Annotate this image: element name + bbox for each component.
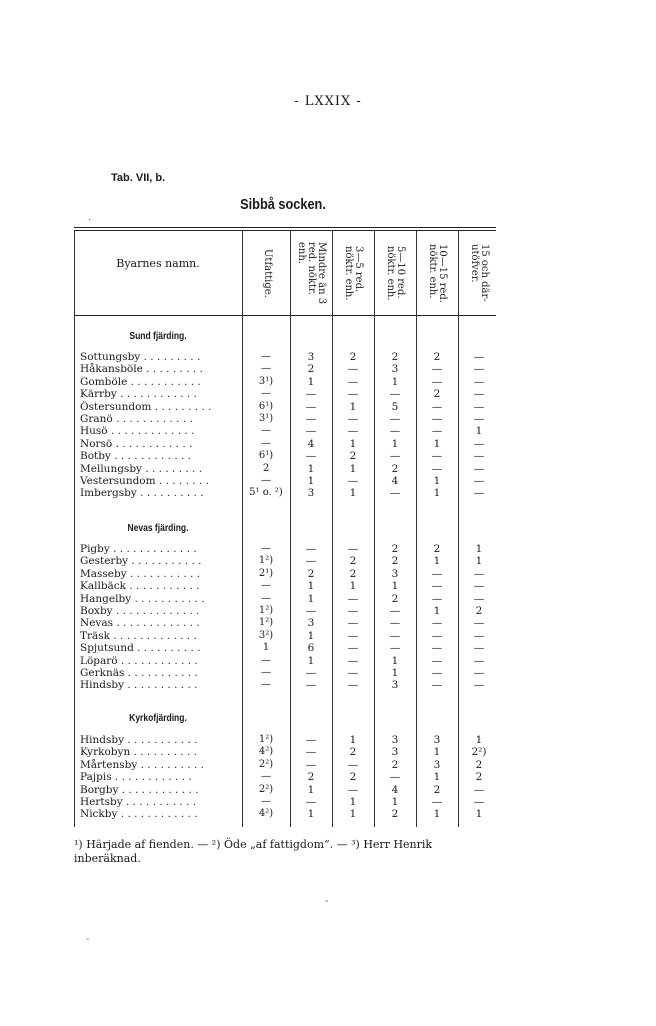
table-cell: 1 [307, 629, 315, 642]
table-cell: — [261, 475, 271, 486]
table-cell: 1 [349, 808, 357, 821]
table-cell: 1 [349, 462, 357, 475]
table-cell: 1 [433, 487, 441, 500]
table-cell: — [305, 746, 317, 759]
table-cell: — [305, 796, 317, 808]
column-header-15-plus [458, 235, 500, 311]
table-cell: — [347, 388, 359, 401]
table-cell: 1²) [258, 617, 274, 629]
table-row [74, 413, 496, 425]
village-name: Granö . . . . . . . . . . . . [80, 413, 193, 425]
table-cell: — [473, 400, 485, 413]
table-cell: 3 [433, 734, 441, 746]
village-name: Mellungsby . . . . . . . . . [80, 462, 203, 475]
column-header-label: 3—5 red. nöktr. enh. [343, 245, 364, 301]
table-cell: 2 [307, 363, 315, 376]
table-cell: — [473, 475, 485, 487]
table-cell: 1 [475, 543, 483, 555]
table-row [74, 667, 496, 679]
table-cell: 2 [349, 351, 357, 363]
table-cell: — [347, 425, 359, 438]
village-name: Norsö . . . . . . . . . . . . [80, 437, 193, 450]
table-cell: 3 [391, 746, 399, 759]
table-cell: — [431, 567, 443, 580]
table-cell: — [473, 413, 485, 425]
table-cell: 2¹) [258, 567, 274, 579]
table-cell: — [473, 796, 485, 808]
table-cell: 1 [307, 475, 315, 487]
table-cell: — [261, 363, 271, 375]
village-name: Hindsby . . . . . . . . . . . [80, 679, 198, 692]
table-cell: 1 [433, 475, 441, 487]
table-cell: 1 [349, 580, 357, 593]
village-name: Pajpis . . . . . . . . . . . . [80, 771, 192, 784]
table-cell: 3 [391, 734, 399, 746]
table-cell: — [431, 413, 443, 425]
table-row [74, 555, 496, 567]
table-cell: — [431, 462, 443, 475]
table-cell: — [389, 617, 401, 630]
table-row [74, 796, 496, 808]
table-cell: — [389, 425, 401, 438]
table-row [74, 580, 496, 592]
table-cell: 4²) [258, 746, 274, 758]
table-cell: — [473, 617, 485, 630]
footnote: ¹) Härjade af fienden. — ²) Öde „af fattigdom“. — ³) Herr Henrik inberäknad. [74, 838, 433, 865]
table-cell: — [347, 475, 359, 487]
table-cell: 2 [391, 555, 399, 568]
table-cell: — [347, 629, 359, 642]
village-name: Östersundom . . . . . . . . . [80, 400, 212, 413]
table-cell: — [347, 413, 359, 425]
table-cell: 4 [391, 783, 399, 796]
village-name: Håkansböle . . . . . . . . . [80, 363, 203, 376]
village-name: Kallbäck . . . . . . . . . . . [80, 580, 200, 593]
column-header-label: Mindre än 3 red. nöktr. enh. [296, 241, 327, 305]
table-cell: — [431, 667, 443, 679]
table-cell: — [473, 375, 485, 388]
table-cell: — [261, 543, 271, 554]
table-cell: 2 [475, 758, 483, 771]
print-speck: - [325, 896, 329, 907]
table-cell: — [389, 450, 401, 463]
table-cell: — [305, 400, 317, 413]
table-cell: — [473, 567, 485, 580]
table-cell: 3 [433, 758, 441, 771]
village-name: Botby . . . . . . . . . . . . [80, 450, 192, 463]
table-cell: 1 [307, 783, 315, 796]
table-cell: — [473, 388, 485, 401]
table-cell: — [347, 642, 359, 655]
table-cell: 2 [475, 771, 483, 784]
table-cell: — [305, 605, 317, 617]
table-cell: — [473, 437, 485, 450]
table-cell: 1 [307, 375, 315, 388]
table-cell: 2 [433, 351, 441, 363]
table-cell: — [431, 363, 443, 376]
table-cell: 2 [307, 567, 315, 580]
table-cell: 2 [349, 555, 357, 568]
table-cell: — [431, 617, 443, 630]
table-cell: — [347, 543, 359, 555]
table-cell: 1 [433, 746, 441, 759]
village-name: Sottungsby . . . . . . . . . [80, 351, 201, 363]
table-cell: 2 [349, 567, 357, 580]
table-row [74, 808, 496, 820]
table-cell: — [347, 679, 359, 692]
table-cell: — [473, 783, 485, 796]
table-cell: — [305, 734, 317, 746]
table-row [74, 376, 496, 388]
top-rule-double [74, 230, 496, 231]
village-name: Träsk . . . . . . . . . . . . . [80, 629, 197, 642]
village-name: Boxby . . . . . . . . . . . . . [80, 605, 200, 617]
table-cell: — [473, 363, 485, 376]
table-cell: 2 [391, 808, 399, 821]
table-cell: — [473, 654, 485, 667]
table-cell: — [347, 783, 359, 796]
page-number: - LXXIX - [294, 94, 362, 109]
table-cell: — [431, 450, 443, 463]
table-cell: — [347, 654, 359, 667]
column-header-5-10 [374, 235, 416, 311]
table-cell: 3²) [258, 629, 274, 641]
table-cell: — [347, 375, 359, 388]
table-cell: 2 [433, 543, 441, 555]
table-row [74, 655, 496, 667]
table-cell: 6¹) [258, 450, 274, 462]
table-cell: — [305, 450, 317, 463]
table-cell: 2 [307, 771, 315, 784]
table-cell: — [431, 629, 443, 642]
village-name: Pigby . . . . . . . . . . . . . [80, 543, 197, 555]
table-cell: 4 [391, 475, 399, 487]
column-header-under-3 [290, 235, 332, 311]
table-cell: 1 [391, 654, 399, 667]
table-cell: 1 [391, 375, 399, 388]
village-name: Spjutsund . . . . . . . . . . [80, 642, 201, 655]
table-cell: 1 [262, 642, 270, 654]
table-cell: 1²) [258, 605, 274, 616]
table-cell: 5 [391, 400, 399, 413]
village-name: Gerknäs . . . . . . . . . . . [80, 667, 198, 679]
table-row [74, 784, 496, 796]
table-row [74, 642, 496, 654]
table-cell: 3¹) [258, 413, 274, 424]
section-title: Kyrkofjärding. [129, 713, 187, 724]
table-cell: — [431, 796, 443, 808]
column-header-10-15 [416, 235, 458, 311]
table-cell: 2²) [258, 758, 274, 770]
village-name: Hindsby . . . . . . . . . . . [80, 734, 198, 746]
table-cell: 1 [307, 592, 315, 605]
table-cell: 1 [307, 808, 315, 821]
table-cell: — [261, 388, 271, 400]
table-row [74, 568, 496, 580]
table-cell: 2 [433, 783, 441, 796]
table-cell: — [431, 580, 443, 593]
table-cell: — [473, 450, 485, 463]
table-cell: 1 [433, 771, 441, 784]
table-row [74, 401, 496, 413]
table-cell: 4 [307, 437, 315, 450]
section-title: Sund fjärding. [129, 331, 187, 342]
village-name: Vestersundom . . . . . . . . [80, 475, 209, 487]
table-cell: 2 [262, 462, 270, 474]
table-cell: — [473, 629, 485, 642]
table-cell: — [389, 487, 401, 500]
table-cell: 1 [475, 808, 483, 821]
header-rule [74, 315, 496, 316]
page-title: Sibbå socken. [240, 196, 326, 213]
table-cell: 2²) [258, 783, 274, 795]
table-cell: — [389, 642, 401, 655]
village-name: Borgby . . . . . . . . . . . . [80, 783, 199, 796]
table-cell: 3 [391, 363, 399, 376]
table-cell: — [431, 679, 443, 692]
village-name: Husö . . . . . . . . . . . . . [80, 425, 195, 438]
table-row [74, 759, 496, 771]
table-cell: 1²) [258, 734, 274, 745]
table-cell: — [261, 771, 271, 783]
table-cell: — [261, 351, 271, 362]
table-cell: — [473, 642, 485, 655]
table-cell: 3 [307, 617, 315, 630]
table-cell: — [473, 679, 485, 692]
column-header-3-5 [332, 235, 374, 311]
table-cell: 6¹) [258, 400, 274, 412]
table-cell: 2 [391, 351, 399, 363]
table-cell: — [347, 667, 359, 679]
table-row [74, 425, 496, 437]
table-cell: 1 [475, 734, 483, 746]
table-cell: 3 [391, 567, 399, 580]
table-cell: 3 [307, 487, 315, 500]
table-cell: — [305, 555, 317, 568]
table-cell: 3 [307, 351, 315, 363]
table-cell: — [305, 758, 317, 771]
table-cell: — [261, 437, 271, 449]
table-row [74, 487, 496, 499]
table-cell: 2 [349, 771, 357, 784]
table-cell: — [431, 642, 443, 655]
table-cell: — [431, 375, 443, 388]
table-row [74, 630, 496, 642]
table-cell: 2 [391, 543, 399, 555]
village-name: Mårtensby . . . . . . . . . . [80, 758, 205, 771]
column-header-label: 15 och där- utöfver. [469, 244, 490, 302]
table-cell: — [389, 413, 401, 425]
village-name: Imbergsby . . . . . . . . . . [80, 487, 204, 500]
statistics-table [74, 227, 496, 827]
village-name: Gomböle . . . . . . . . . . . [80, 375, 201, 388]
table-cell: — [389, 629, 401, 642]
table-row [74, 463, 496, 475]
column-header-label: 10—15 red. nöktr. enh. [427, 243, 448, 303]
table-cell: — [261, 592, 271, 604]
village-name: Nickby . . . . . . . . . . . . [80, 808, 198, 821]
column-header-poor [246, 235, 288, 311]
table-cell: 2 [433, 388, 441, 401]
table-row [74, 438, 496, 450]
table-cell: — [305, 667, 317, 679]
village-name: Kärrby . . . . . . . . . . . . [80, 388, 197, 401]
table-cell: — [347, 617, 359, 630]
table-cell: 1 [349, 734, 357, 746]
table-cell: 1 [391, 437, 399, 450]
table-cell: — [261, 796, 271, 807]
table-cell: 2 [391, 592, 399, 605]
table-cell: 1 [433, 555, 441, 568]
table-row [74, 388, 496, 400]
table-cell: 4²) [258, 808, 274, 820]
table-cell: — [473, 462, 485, 475]
table-label: Tab. VII, b. [111, 172, 166, 184]
table-cell: — [347, 758, 359, 771]
table-cell: 1 [349, 487, 357, 500]
table-cell: — [305, 543, 317, 555]
table-row [74, 605, 496, 617]
table-cell: — [347, 605, 359, 617]
table-cell: 2 [475, 605, 483, 617]
table-cell: 1 [349, 400, 357, 413]
table-row [74, 450, 496, 462]
table-cell: 1 [475, 425, 483, 438]
table-cell: 2 [391, 462, 399, 475]
table-cell: 1²) [258, 555, 274, 567]
table-cell: 2 [391, 758, 399, 771]
table-row [74, 475, 496, 487]
table-cell: 1 [433, 437, 441, 450]
table-row [74, 746, 496, 758]
table-cell: — [347, 363, 359, 376]
village-name: Masseby . . . . . . . . . . . [80, 567, 201, 580]
table-row [74, 617, 496, 629]
table-cell: 1 [391, 796, 399, 808]
table-cell: 1 [391, 580, 399, 593]
table-cell: — [473, 351, 485, 363]
column-header-label: Utfattige. [262, 248, 273, 298]
top-rule [74, 227, 496, 228]
table-cell: — [473, 592, 485, 605]
table-cell: 1 [391, 667, 399, 679]
table-cell: — [305, 413, 317, 425]
village-name: Hangelby . . . . . . . . . . . [80, 592, 205, 605]
print-speck: - [86, 934, 90, 945]
table-cell: 2 [349, 746, 357, 759]
village-name: Hertsby . . . . . . . . . . . [80, 796, 197, 808]
table-cell: 6 [307, 642, 315, 655]
table-row [74, 351, 496, 363]
table-cell: — [431, 654, 443, 667]
print-speck: . [88, 212, 92, 223]
section-title: Nevas fjärding. [127, 523, 189, 534]
table-cell: 1 [433, 808, 441, 821]
table-cell: — [473, 487, 485, 500]
table-cell: — [261, 425, 271, 437]
table-cell: 2²) [471, 746, 487, 759]
table-cell: — [261, 580, 271, 592]
village-name: Löparö . . . . . . . . . . . . [80, 654, 198, 667]
table-cell: — [261, 654, 271, 666]
table-cell: — [347, 592, 359, 605]
table-cell: — [305, 388, 317, 401]
table-cell: — [473, 580, 485, 593]
village-name: Nevas . . . . . . . . . . . . . [80, 617, 200, 630]
table-row [74, 363, 496, 375]
table-cell: 5¹ o. ²) [249, 487, 283, 499]
table-cell: 1 [349, 796, 357, 808]
table-cell: — [305, 679, 317, 692]
table-row [74, 679, 496, 691]
table-cell: 3¹) [258, 375, 274, 387]
table-cell: — [473, 667, 485, 679]
table-cell: 1 [475, 555, 483, 568]
column-header-label: 5—10 red. nöktr. enh. [385, 245, 406, 301]
table-cell: — [261, 667, 271, 678]
column-header-village-name: Byarnes namn. [116, 257, 200, 270]
table-cell: — [389, 605, 401, 617]
table-cell: 1 [307, 580, 315, 593]
table-cell: 1 [307, 654, 315, 667]
table-cell: 1 [349, 437, 357, 450]
table-row [74, 771, 496, 783]
table-row [74, 543, 496, 555]
table-cell: — [261, 679, 271, 691]
village-name: Kyrkobyn . . . . . . . . . . [80, 746, 197, 759]
table-cell: — [305, 425, 317, 438]
table-cell: — [431, 400, 443, 413]
table-cell: 2 [349, 450, 357, 463]
table-cell: — [389, 388, 401, 401]
table-cell: 1 [433, 605, 441, 617]
table-cell: — [431, 425, 443, 438]
table-cell: — [389, 771, 401, 784]
village-name: Gesterby . . . . . . . . . . . [80, 555, 202, 568]
table-cell: — [431, 592, 443, 605]
table-row [74, 734, 496, 746]
table-cell: 1 [307, 462, 315, 475]
table-cell: 3 [391, 679, 399, 692]
table-row [74, 593, 496, 605]
